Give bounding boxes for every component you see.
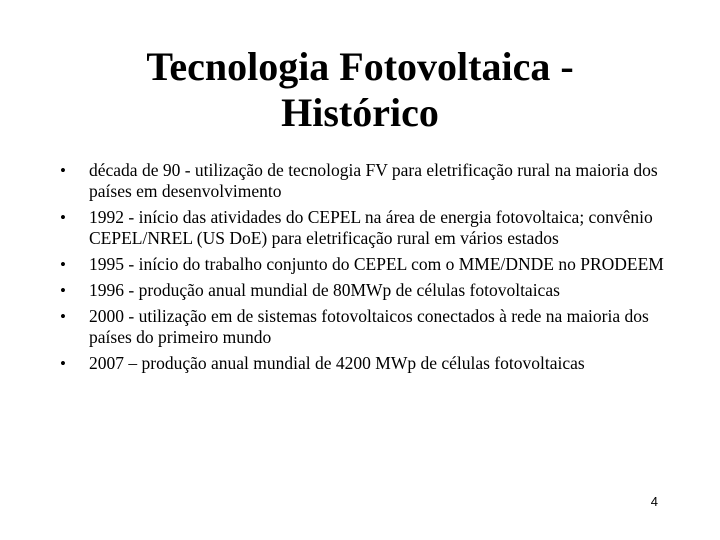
list-item <box>60 280 670 301</box>
list-item <box>60 160 670 202</box>
bullet-text: 1996 - produção anual mundial de 80MWp de células fotovoltaicas <box>89 280 560 300</box>
bullet-text: 1992 - início das atividades do CEPEL na área de energia fotovoltaica; convênio CEPEL/NREL (US DoE) para eletrificação rural em vários estados <box>89 207 653 248</box>
list-item <box>60 353 670 374</box>
bullet-text: 1995 - início do trabalho conjunto do CEPEL com o MME/DNDE no PRODEEM <box>89 254 664 274</box>
bullet-text: 2007 – produção anual mundial de 4200 MWp de células fotovoltaicas <box>89 353 585 373</box>
bullet-dot-icon: • <box>60 281 66 300</box>
slide-title <box>60 44 660 136</box>
bullet-dot-icon: • <box>60 255 66 274</box>
list-item <box>60 306 670 348</box>
slide-title-line-1: Tecnologia Fotovoltaica - <box>146 44 574 89</box>
bullet-dot-icon: • <box>60 354 66 373</box>
list-item <box>60 207 670 249</box>
page-number: 4 <box>650 494 658 509</box>
bullet-text: 2000 - utilização em de sistemas fotovoltaicos conectados à rede na maioria dos países do primeiro mundo <box>89 306 649 347</box>
bullet-dot-icon: • <box>60 307 66 326</box>
list-item <box>60 254 670 275</box>
bullet-dot-icon: • <box>60 161 66 180</box>
bullet-list <box>60 160 670 379</box>
bullet-dot-icon: • <box>60 208 66 227</box>
slide-title-line-2: Histórico <box>281 90 439 135</box>
bullet-text: década de 90 - utilização de tecnologia FV para eletrificação rural na maioria dos países em desenvolvimento <box>89 160 658 201</box>
